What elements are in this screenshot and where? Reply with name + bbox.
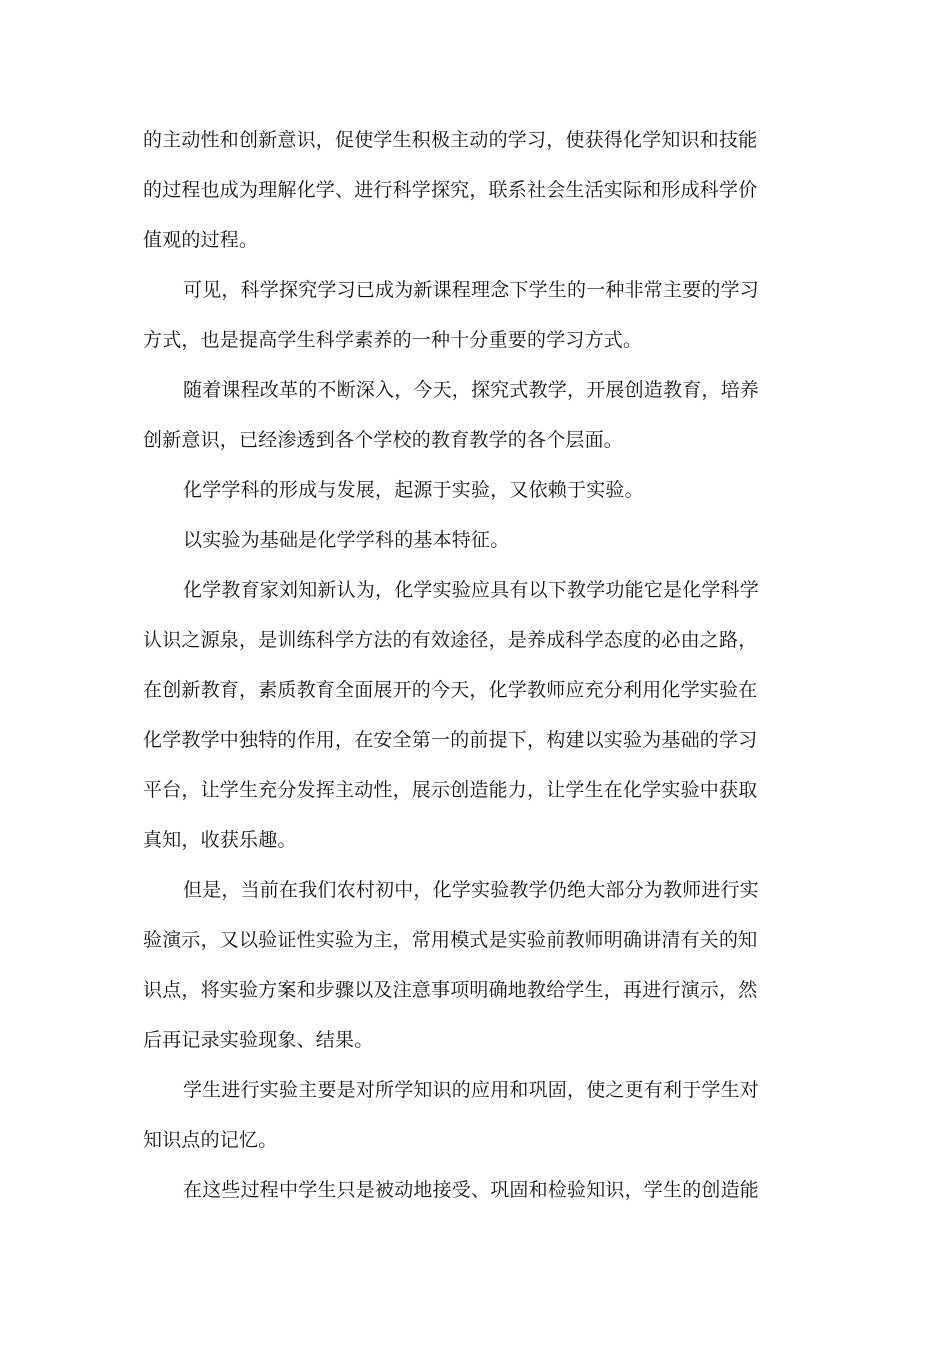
text-line: 的过程也成为理解化学、进行科学探究，联系社会生活实际和形成科学价 — [143, 179, 758, 201]
paragraph — [143, 522, 755, 572]
paragraph — [143, 572, 760, 872]
text-line: 知识点的记忆。 — [143, 1129, 278, 1151]
text-line: 值观的过程。 — [143, 229, 259, 251]
text-line: 但是，当前在我们农村初中，化学实验教学仍绝大部分为教师进行实 — [183, 879, 760, 901]
text-line: 创新意识，已经渗透到各个学校的教育教学的各个层面。 — [143, 429, 624, 451]
document-body — [143, 122, 760, 1220]
text-line: 验演示，又以验证性实验为主，常用模式是实验前教师明确讲清有关的知 — [143, 929, 758, 951]
paragraph — [143, 122, 758, 272]
paragraph — [143, 872, 760, 1072]
text-line: 平台，让学生充分发挥主动性，展示创造能力，让学生在化学实验中获取 — [143, 779, 758, 801]
text-line: 学生进行实验主要是对所学知识的应用和巩固，使之更有利于学生对 — [183, 1079, 760, 1101]
paragraph — [143, 1072, 760, 1172]
paragraph — [143, 1172, 760, 1220]
text-line: 可见，科学探究学习已成为新课程理念下学生的一种非常主要的学习 — [183, 279, 760, 301]
paragraph — [143, 472, 755, 522]
text-line: 认识之源泉，是训练科学方法的有效途径，是养成科学态度的必由之路， — [143, 629, 758, 651]
text-line: 化学学科的形成与发展，起源于实验，又依赖于实验。 — [183, 479, 644, 501]
text-line: 在这些过程中学生只是被动地接受、巩固和检验知识，学生的创造能 — [183, 1179, 760, 1201]
text-line: 方式，也是提高学生科学素养的一种十分重要的学习方式。 — [143, 329, 643, 351]
paragraph — [143, 272, 760, 372]
text-line: 识点，将实验方案和步骤以及注意事项明确地教给学生，再进行演示，然 — [143, 979, 758, 1001]
text-line: 化学教学中独特的作用，在安全第一的前提下，构建以实验为基础的学习 — [143, 729, 758, 751]
text-line: 真知，收获乐趣。 — [143, 829, 297, 851]
text-line: 后再记录实验现象、结果。 — [143, 1029, 374, 1051]
paragraph — [143, 372, 760, 472]
text-line: 以实验为基础是化学学科的基本特征。 — [183, 529, 510, 551]
text-line: 随着课程改革的不断深入，今天，探究式教学，开展创造教育，培养 — [183, 379, 760, 401]
text-line: 在创新教育，素质教育全面展开的今天，化学教师应充分利用化学实验在 — [143, 679, 758, 701]
text-line: 化学教育家刘知新认为，化学实验应具有以下教学功能它是化学科学 — [183, 579, 760, 601]
text-line: 的主动性和创新意识，促使学生积极主动的学习，使获得化学知识和技能 — [143, 129, 758, 151]
